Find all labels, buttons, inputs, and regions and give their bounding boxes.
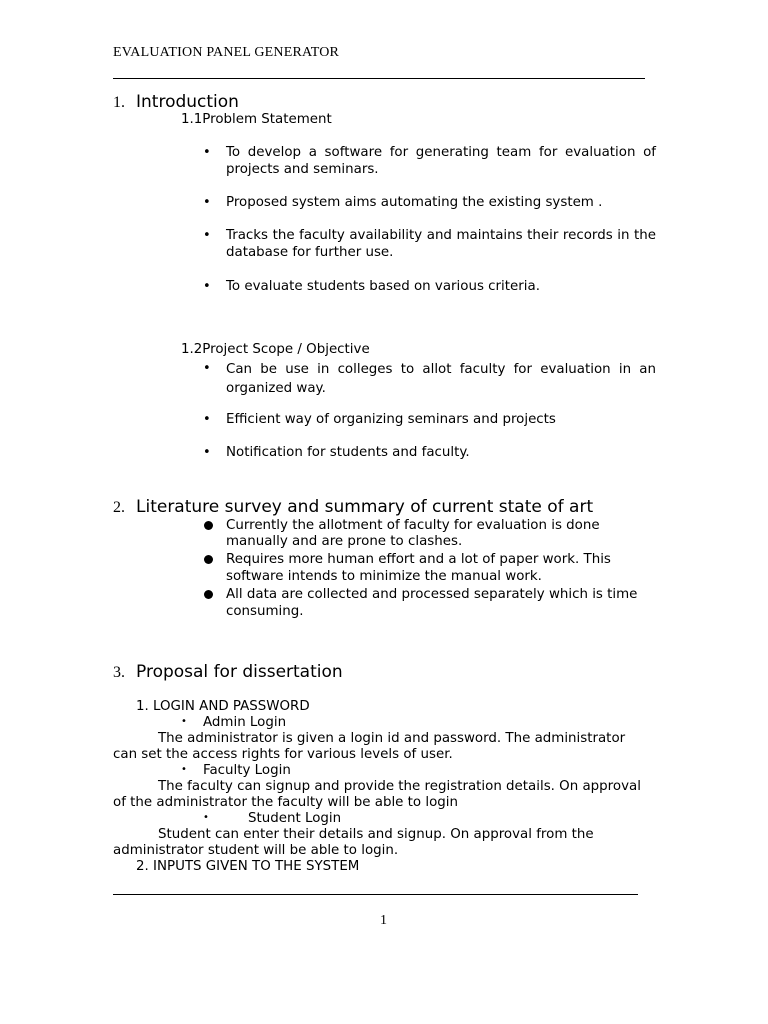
- faculty-login-text: The faculty can signup and provide the registration details. On approval: [158, 779, 641, 794]
- list-item: Tracks the faculty availability and maintains their records in the database for further use.: [226, 228, 656, 260]
- section-3-number: 3.: [113, 664, 125, 681]
- admin-login-label: Admin Login: [203, 715, 287, 730]
- bullet-icon: •: [203, 228, 211, 243]
- student-login-text: Student can enter their details and signup. On approval from the: [158, 827, 594, 842]
- document-header-title: EVALUATION PANEL GENERATOR: [113, 45, 340, 60]
- list-item-line: All data are collected and processed separately which is time: [226, 587, 638, 602]
- admin-login-text: The administrator is given a login id and password. The administrator: [158, 731, 626, 746]
- bullet-icon: •: [203, 412, 211, 427]
- bullet-icon: [204, 590, 213, 599]
- list-item-line: consuming.: [226, 604, 304, 619]
- list-item: Can be use in colleges to allot faculty for evaluation in an organized way.: [226, 362, 656, 396]
- subsection-1-1-label: 1.1Problem Statement: [181, 112, 332, 127]
- section-2-number: 2.: [113, 499, 125, 516]
- bullet-icon: •: [203, 361, 211, 376]
- bullet-icon: •: [203, 812, 209, 823]
- footer-rule: [113, 894, 638, 895]
- list-item: Efficient way of organizing seminars and projects: [226, 412, 556, 427]
- section-2-title: Literature survey and summary of current state of art: [136, 497, 594, 517]
- section-1-number: 1.: [113, 94, 125, 111]
- bullet-icon: [204, 555, 213, 564]
- list-item: To evaluate students based on various criteria.: [226, 279, 540, 294]
- list-item-line: software intends to minimize the manual work.: [226, 569, 542, 584]
- bullet-icon: •: [203, 195, 211, 210]
- header-rule: [113, 78, 645, 79]
- bullet-icon: •: [181, 716, 187, 727]
- bullet-icon: •: [203, 279, 211, 294]
- list-item: Notification for students and faculty.: [226, 445, 470, 460]
- list-item-line: Currently the allotment of faculty for evaluation is done: [226, 518, 600, 533]
- section-1-title: Introduction: [136, 92, 239, 112]
- list-item: Proposed system aims automating the existing system .: [226, 195, 603, 210]
- faculty-login-label: Faculty Login: [203, 763, 291, 778]
- bullet-icon: [204, 521, 213, 530]
- proposal-item-2-label: 2. INPUTS GIVEN TO THE SYSTEM: [136, 859, 360, 874]
- proposal-item-1-label: 1. LOGIN AND PASSWORD: [136, 699, 310, 714]
- student-login-label: Student Login: [248, 811, 342, 826]
- list-item-line: Requires more human effort and a lot of paper work. This: [226, 552, 611, 567]
- bullet-icon: •: [203, 145, 211, 160]
- page-number: 1: [380, 913, 387, 928]
- list-item-line: manually and are prone to clashes.: [226, 534, 463, 549]
- student-login-text: administrator student will be able to login.: [113, 843, 399, 858]
- bullet-icon: •: [203, 445, 211, 460]
- list-item: To develop a software for generating team for evaluation of projects and seminars.: [226, 145, 656, 177]
- admin-login-text: can set the access rights for various levels of user.: [113, 747, 453, 762]
- bullet-icon: •: [181, 764, 187, 775]
- section-3-title: Proposal for dissertation: [136, 662, 343, 682]
- faculty-login-text: of the administrator the faculty will be able to login: [113, 795, 458, 810]
- subsection-1-2-label: 1.2Project Scope / Objective: [181, 342, 370, 357]
